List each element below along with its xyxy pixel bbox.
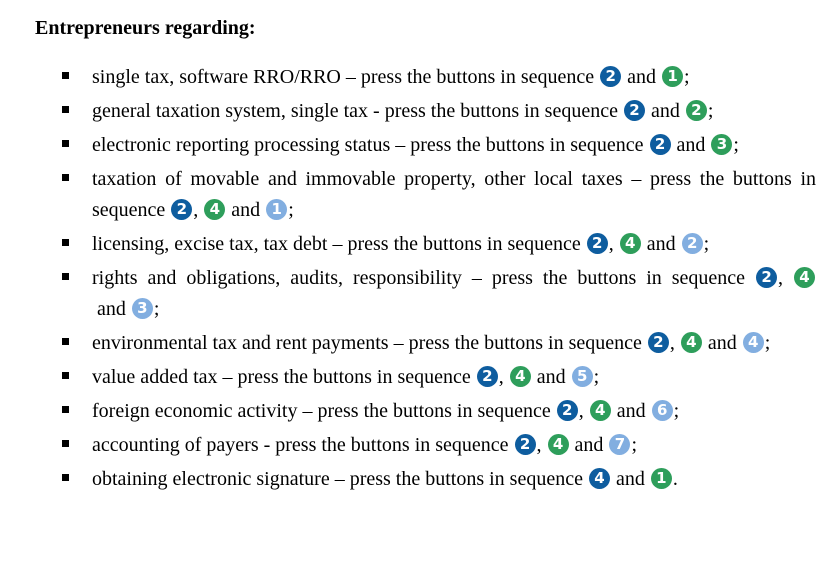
sequence-separator: and bbox=[610, 468, 650, 490]
sequence-separator: and bbox=[611, 400, 651, 422]
instruction-list bbox=[0, 62, 834, 498]
item-end-punctuation: ; bbox=[733, 134, 739, 156]
number-badge-icon: 2 bbox=[624, 100, 645, 121]
bullet-square-icon bbox=[62, 372, 69, 379]
list-item bbox=[0, 328, 834, 359]
number-badge-icon: 2 bbox=[171, 199, 192, 220]
item-end-punctuation: ; bbox=[673, 400, 680, 422]
item-end-punctuation: ; bbox=[684, 66, 690, 88]
number-badge-icon: 4 bbox=[590, 400, 611, 421]
item-text: rights and obligations, audits, responsibility – press the buttons in sequence bbox=[92, 267, 746, 289]
number-badge-icon: 2 bbox=[600, 66, 621, 87]
number-badge-icon: 1 bbox=[662, 66, 683, 87]
number-badge-icon: 2 bbox=[756, 267, 777, 288]
item-end-punctuation: ; bbox=[153, 298, 160, 320]
number-badge-icon: 4 bbox=[204, 199, 225, 220]
number-badge-icon: 2 bbox=[682, 233, 703, 254]
list-item bbox=[0, 464, 834, 495]
sequence-separator: and bbox=[671, 134, 711, 156]
list-item bbox=[0, 130, 834, 161]
bullet-square-icon bbox=[62, 440, 69, 447]
item-text: electronic reporting processing status – press the buttons in sequence bbox=[92, 134, 644, 156]
list-item bbox=[0, 164, 834, 226]
sequence-separator: , bbox=[778, 267, 794, 289]
list-item bbox=[0, 62, 834, 93]
number-badge-icon: 3 bbox=[132, 298, 153, 319]
item-text: single tax, software RRO/RRO – press the buttons in sequence bbox=[92, 66, 595, 88]
number-badge-icon: 2 bbox=[686, 100, 707, 121]
item-end-punctuation: ; bbox=[631, 434, 637, 456]
number-badge-icon: 2 bbox=[515, 434, 536, 455]
sequence-separator: , bbox=[536, 434, 547, 456]
sequence-separator: , bbox=[608, 233, 619, 255]
item-text: licensing, excise tax, tax debt – press the buttons in sequence bbox=[92, 233, 581, 255]
bullet-square-icon bbox=[62, 406, 69, 413]
number-badge-icon: 4 bbox=[589, 468, 610, 489]
sequence-separator: , bbox=[193, 199, 204, 221]
bullet-square-icon bbox=[62, 474, 69, 481]
number-badge-icon: 1 bbox=[651, 468, 672, 489]
bullet-square-icon bbox=[62, 338, 69, 345]
sequence-separator: , bbox=[498, 366, 509, 388]
number-badge-icon: 2 bbox=[648, 332, 669, 353]
bullet-square-icon bbox=[62, 273, 69, 280]
item-text: value added tax – press the buttons in sequence bbox=[92, 366, 471, 388]
bullet-square-icon bbox=[62, 106, 69, 113]
item-text: general taxation system, single tax - press the buttons in sequence bbox=[92, 100, 618, 122]
number-badge-icon: 6 bbox=[652, 400, 673, 421]
number-badge-icon: 4 bbox=[681, 332, 702, 353]
item-text: environmental tax and rent payments – press the buttons in sequence bbox=[92, 332, 642, 354]
list-item bbox=[0, 229, 834, 260]
sequence-separator: and bbox=[569, 434, 609, 456]
number-badge-icon: 2 bbox=[557, 400, 578, 421]
list-item bbox=[0, 96, 834, 127]
item-text: taxation of movable and immovable property, other local taxes – press the buttons in sequence bbox=[92, 168, 816, 221]
sequence-separator: , bbox=[669, 332, 680, 354]
item-end-punctuation: ; bbox=[703, 233, 710, 255]
number-badge-icon: 7 bbox=[609, 434, 630, 455]
number-badge-icon: 4 bbox=[743, 332, 764, 353]
list-item bbox=[0, 430, 834, 461]
sequence-separator: and bbox=[531, 366, 571, 388]
item-end-punctuation: ; bbox=[707, 100, 714, 122]
sequence-separator: and bbox=[641, 233, 681, 255]
bullet-square-icon bbox=[62, 140, 69, 147]
item-end-punctuation: ; bbox=[593, 366, 600, 388]
list-item bbox=[0, 263, 834, 325]
sequence-separator: and bbox=[622, 66, 662, 88]
number-badge-icon: 4 bbox=[620, 233, 641, 254]
number-badge-icon: 5 bbox=[572, 366, 593, 387]
item-text: foreign economic activity – press the buttons in sequence bbox=[92, 400, 551, 422]
number-badge-icon: 2 bbox=[587, 233, 608, 254]
number-badge-icon: 2 bbox=[650, 134, 671, 155]
item-text: obtaining electronic signature – press the buttons in sequence bbox=[92, 468, 583, 490]
item-text: accounting of payers - press the buttons in sequence bbox=[92, 434, 509, 456]
number-badge-icon: 1 bbox=[266, 199, 287, 220]
number-badge-icon: 2 bbox=[477, 366, 498, 387]
number-badge-icon: 4 bbox=[794, 267, 815, 288]
list-item bbox=[0, 396, 834, 427]
sequence-separator: and bbox=[226, 199, 266, 221]
number-badge-icon: 4 bbox=[510, 366, 531, 387]
number-badge-icon: 4 bbox=[548, 434, 569, 455]
list-item bbox=[0, 362, 834, 393]
number-badge-icon: 3 bbox=[711, 134, 732, 155]
sequence-separator: and bbox=[92, 298, 131, 320]
item-end-punctuation: ; bbox=[288, 199, 294, 221]
page-title: Entrepreneurs regarding: bbox=[35, 17, 256, 39]
item-end-punctuation: ; bbox=[764, 332, 771, 354]
bullet-square-icon bbox=[62, 239, 69, 246]
bullet-square-icon bbox=[62, 174, 69, 181]
sequence-separator: , bbox=[578, 400, 589, 422]
item-end-punctuation: . bbox=[672, 468, 678, 490]
bullet-square-icon bbox=[62, 72, 69, 79]
sequence-separator: and bbox=[645, 100, 685, 122]
sequence-separator: and bbox=[702, 332, 742, 354]
